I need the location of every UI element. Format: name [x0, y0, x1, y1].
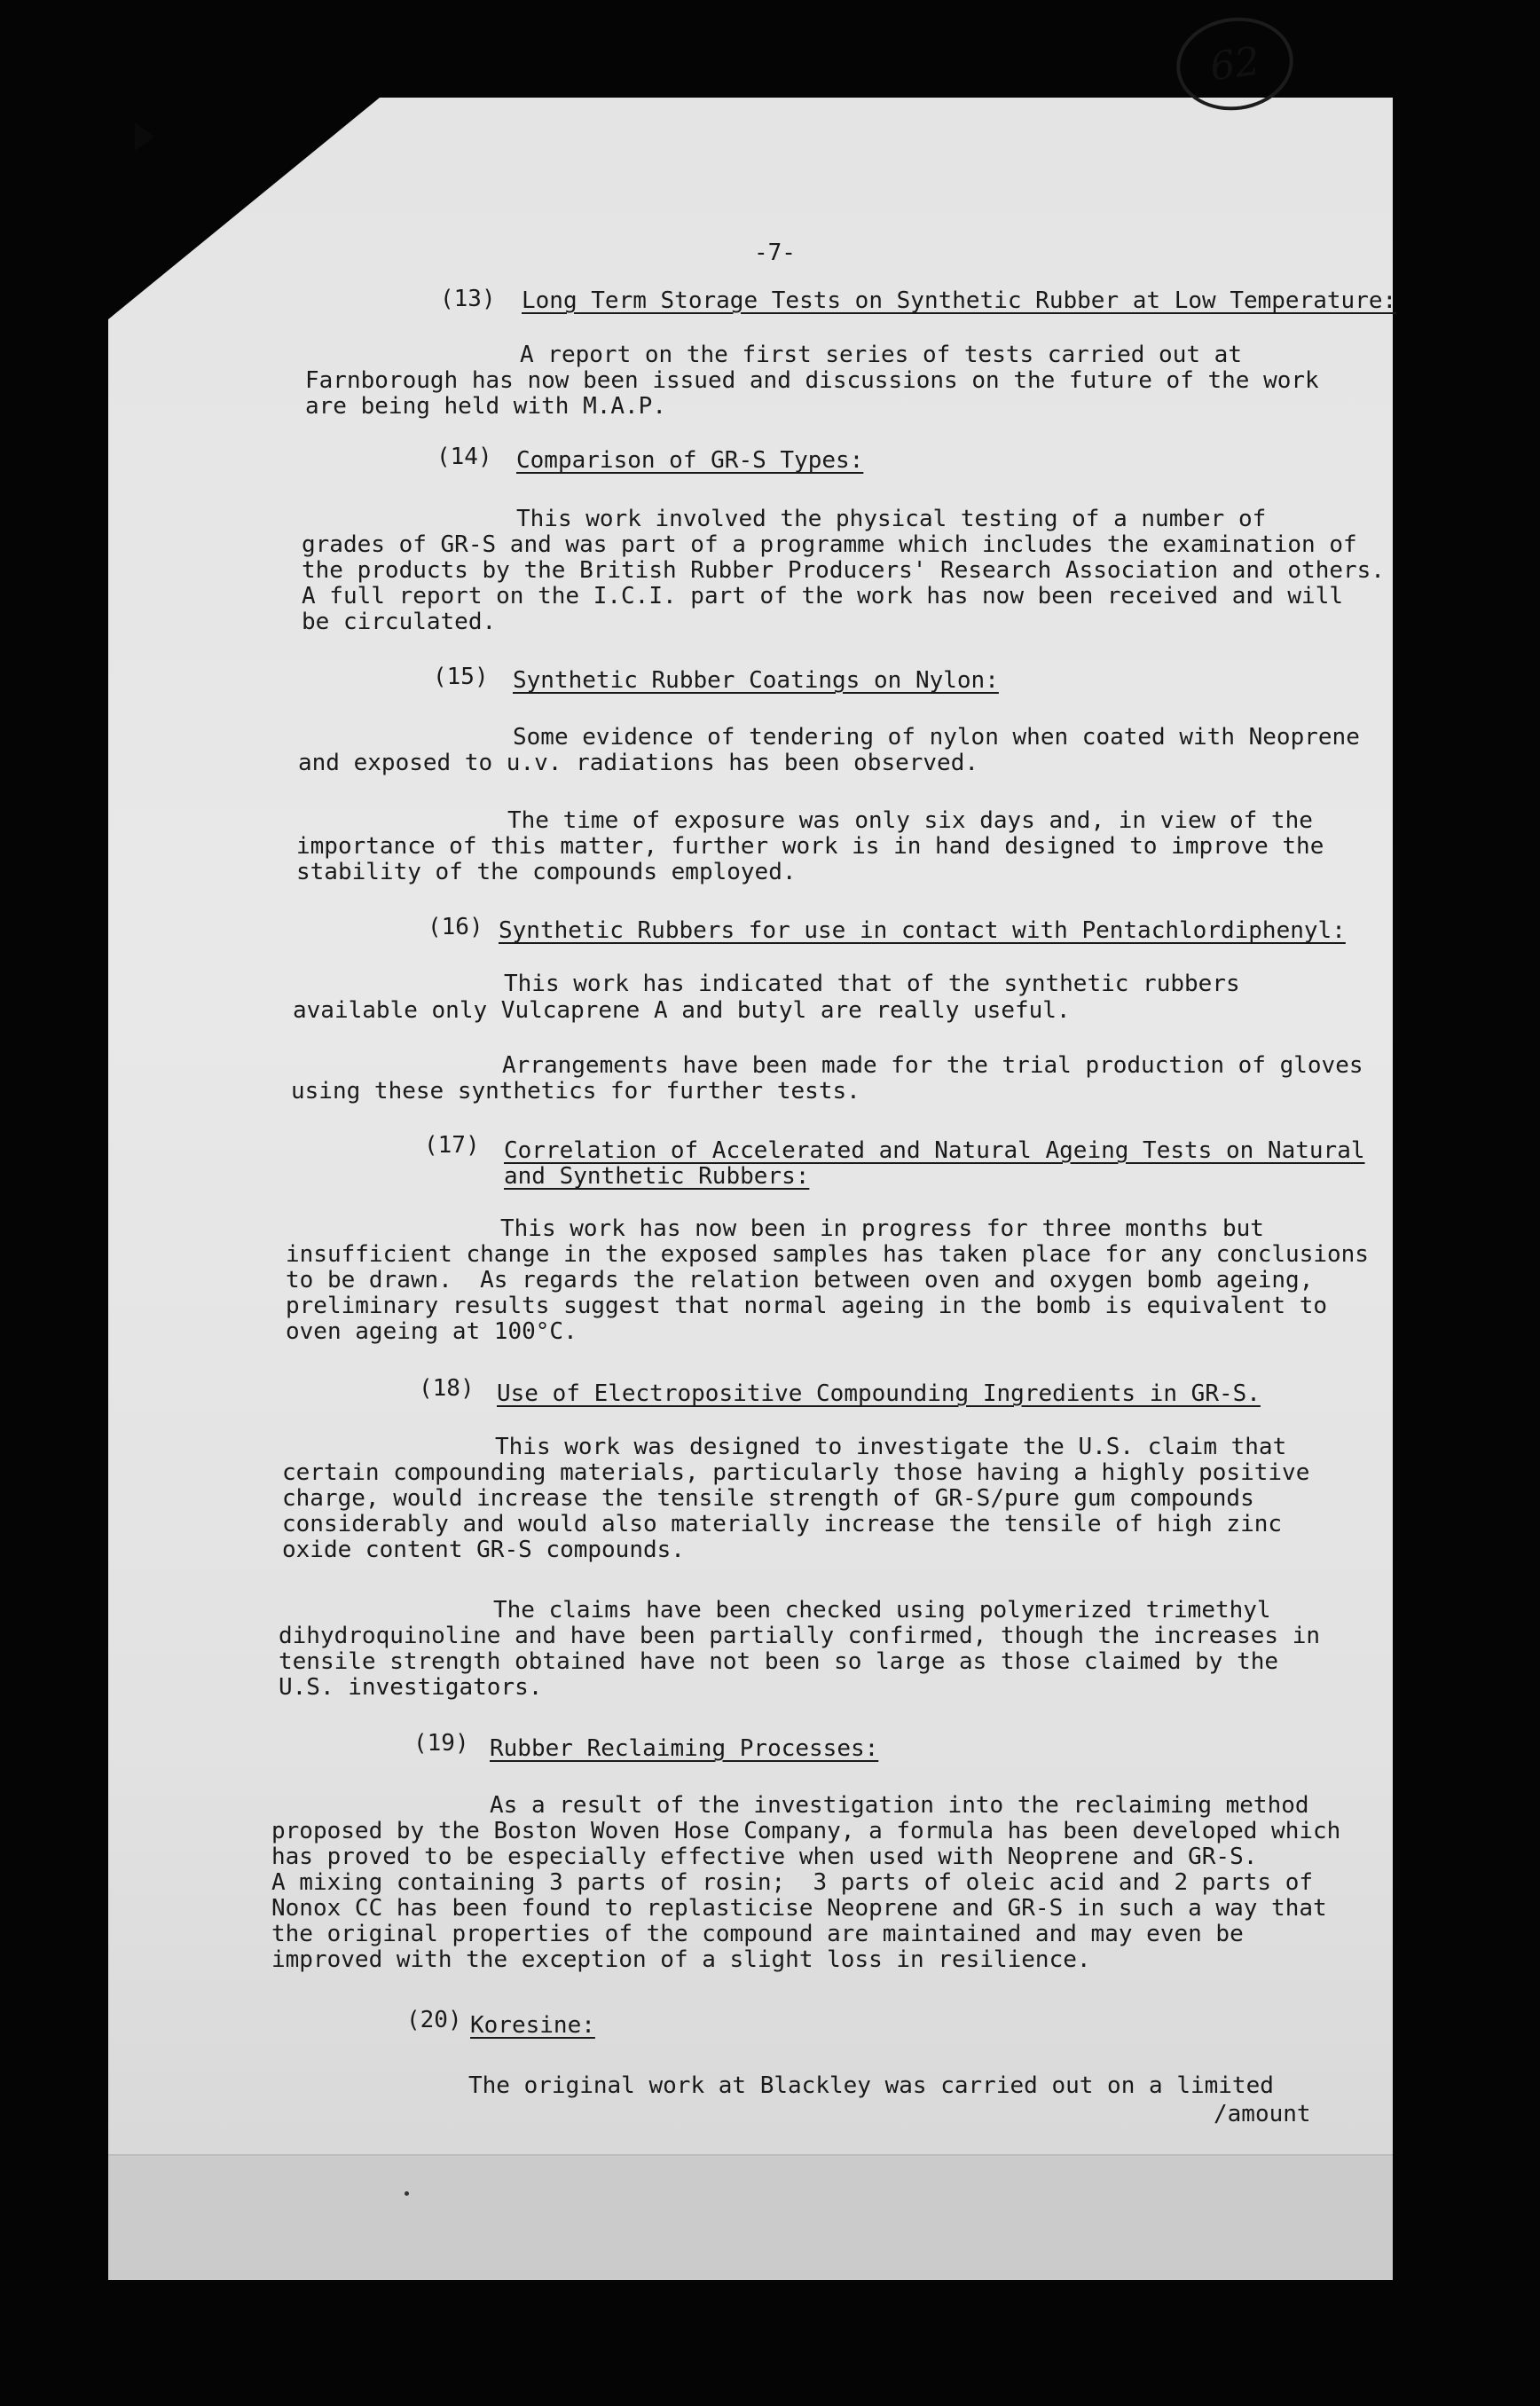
section-number: (15) [433, 664, 489, 690]
page-stamp: 62 [1170, 10, 1299, 117]
text-line: This work has indicated that of the synthetic rubbers [504, 971, 1240, 997]
text-line: The original work at Blackley was carried out on a limited [468, 2072, 1274, 2099]
text-line: oven ageing at 100°C. [286, 1318, 578, 1345]
section-heading: Synthetic Rubbers for use in contact with Pentachlordiphenyl: [499, 917, 1346, 944]
text-line: Farnborough has now been issued and discussions on the future of the work [305, 367, 1319, 394]
arrow-mark-icon [135, 122, 154, 151]
section-number: (13) [440, 286, 496, 312]
section-number: (14) [436, 444, 492, 470]
section-heading: Correlation of Accelerated and Natural Ageing Tests on Natural [504, 1137, 1365, 1164]
text-line: A full report on the I.C.I. part of the work has now been received and will [302, 583, 1343, 609]
speck [405, 2191, 409, 2196]
text-line: A mixing containing 3 parts of rosin; 3 parts of oleic acid and 2 parts of [271, 1869, 1313, 1896]
text-line: As a result of the investigation into the reclaiming method [490, 1792, 1309, 1819]
section-number: (18) [419, 1375, 475, 1402]
text-line: available only Vulcaprene A and butyl are really useful. [293, 997, 1071, 1024]
section-heading: Long Term Storage Tests on Synthetic Rubber at Low Temperature: [522, 287, 1397, 314]
text-line: U.S. investigators. [279, 1674, 543, 1701]
text-line: dihydroquinoline and have been partially confirmed, though the increases in [279, 1623, 1320, 1649]
text-line: improved with the exception of a slight loss in resilience. [271, 1946, 1091, 1973]
text-line: proposed by the Boston Woven Hose Company, a formula has been developed which [271, 1818, 1341, 1844]
text-line: the products by the British Rubber Producers' Research Association and others. [302, 557, 1385, 584]
section-heading: Rubber Reclaiming Processes: [490, 1735, 879, 1762]
text-line: importance of this matter, further work is in hand designed to improve the [296, 833, 1324, 860]
page-bottom-shadow [108, 2154, 1393, 2280]
text-line: Nonox CC has been found to replasticise Neoprene and GR-S in such a way that [271, 1895, 1327, 1922]
text-line: This work involved the physical testing of a number of [516, 506, 1267, 532]
text-line: charge, would increase the tensile strength of GR-S/pure gum compounds [282, 1485, 1254, 1512]
text-line: oxide content GR-S compounds. [282, 1537, 685, 1563]
text-line: has proved to be especially effective when used with Neoprene and GR-S. [271, 1844, 1258, 1870]
text-line: A report on the first series of tests carried out at [520, 342, 1242, 368]
section-heading: Synthetic Rubber Coatings on Nylon: [513, 667, 999, 694]
text-line: and exposed to u.v. radiations has been observed. [298, 750, 979, 776]
text-line: be circulated. [302, 609, 497, 635]
text-line: Arrangements have been made for the trial production of gloves [502, 1052, 1363, 1079]
section-heading-continued: and Synthetic Rubbers: [504, 1163, 810, 1190]
section-heading: Use of Electropositive Compounding Ingredients in GR-S. [497, 1380, 1261, 1407]
section-number: (16) [428, 914, 483, 940]
text-line: insufficient change in the exposed samples has taken place for any conclusions [286, 1241, 1369, 1268]
text-line: grades of GR-S and was part of a programme which includes the examination of [302, 531, 1357, 558]
text-line: the original properties of the compound are maintained and may even be [271, 1921, 1244, 1947]
section-heading: Koresine: [470, 2012, 595, 2039]
text-line: certain compounding materials, particularly those having a highly positive [282, 1459, 1310, 1486]
text-line: to be drawn. As regards the relation between oven and oxygen bomb ageing, [286, 1267, 1314, 1293]
text-line: using these synthetics for further tests. [291, 1078, 860, 1105]
section-heading: Comparison of GR-S Types: [516, 447, 864, 474]
text-line: considerably and would also materially increase the tensile of high zinc [282, 1511, 1283, 1537]
text-line: This work was designed to investigate the U.S. claim that [495, 1434, 1287, 1460]
section-number: (19) [413, 1730, 469, 1757]
text-line: stability of the compounds employed. [296, 859, 797, 885]
text-line: This work has now been in progress for three months but [500, 1215, 1264, 1242]
section-number: (20) [406, 2007, 462, 2033]
text-line: are being held with M.A.P. [305, 393, 666, 420]
text-line: The time of exposure was only six days and, in view of the [507, 807, 1313, 834]
text-line: preliminary results suggest that normal ageing in the bomb is equivalent to [286, 1293, 1327, 1319]
section-number: (17) [424, 1132, 480, 1159]
text-line: The claims have been checked using polymerized trimethyl [493, 1597, 1271, 1624]
page-number: -7- [754, 240, 796, 266]
text-line: tensile strength obtained have not been so large as those claimed by the [279, 1648, 1279, 1675]
text-line: Some evidence of tendering of nylon when coated with Neoprene [513, 724, 1360, 751]
catchword: /amount [1214, 2101, 1311, 2127]
